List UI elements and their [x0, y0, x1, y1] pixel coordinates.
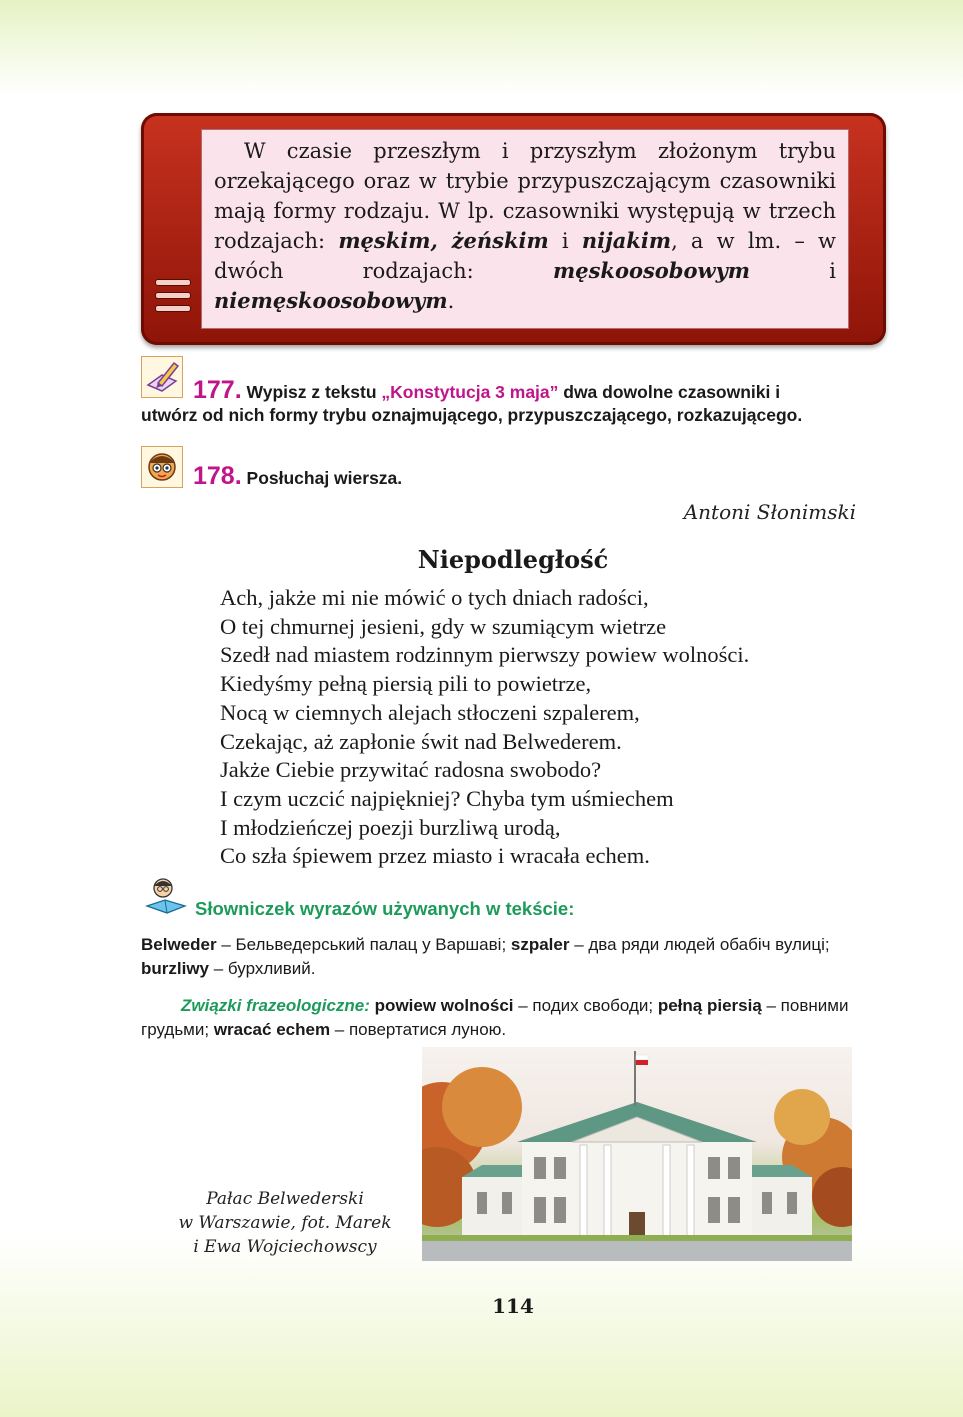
rule-term: męskoosobowym [553, 258, 750, 283]
rule-text-part: , a w lm. – w dwóch rodzajach: [214, 229, 837, 283]
phrase-definition: – подих свободи; [513, 996, 658, 1015]
dictionary-term: burzliwy [141, 959, 210, 978]
dictionary-definition: – бурхливий. [209, 959, 316, 978]
dictionary-definition: – два ряди людей обабіч вулиці; [569, 935, 830, 954]
rule-text-part: i [548, 229, 582, 253]
dictionary-definition: – Бельведерський палац у Варшаві; [216, 935, 511, 954]
poem-line: Nocą w ciemnych alejach stłoczeni szpalerem, [220, 699, 640, 725]
rule-text [201, 129, 849, 329]
task-number: 177. [193, 376, 242, 404]
task-178 [193, 462, 402, 491]
phrase-term: wracać echem [213, 1020, 331, 1039]
phraseology-label: Związki frazeologiczne: [181, 996, 370, 1015]
poem-line: I czym uczcić najpiękniej? Chyba tym uśmiechem [220, 785, 674, 811]
dictionary-term: szpaler [510, 935, 570, 954]
task-number: 178. [193, 462, 242, 490]
task-text: Posłuchaj wiersza. [241, 468, 403, 488]
poem-text [220, 584, 870, 871]
caption-line: w Warszawie, fot. Marek [178, 1213, 392, 1233]
rule-term: niemęskoosobowym [214, 288, 448, 313]
poem-line: Kiedyśmy pełną piersią pili to powietrze, [220, 671, 592, 697]
rule-term: nijakim [581, 228, 672, 253]
reading-child-icon [143, 876, 189, 916]
task-text: Wypisz z tekstu [241, 382, 382, 402]
page-number: 114 [492, 1294, 534, 1318]
dictionary-term: Belweder [141, 935, 217, 954]
rule-text-part: . [447, 289, 455, 313]
rule-box [141, 113, 886, 345]
poem-line: Jakże Ciebie przywitać radosna swobodo? [220, 757, 602, 783]
poem-line: O tej chmurnej jesieni, gdy w szumiącym wietrze [220, 613, 667, 639]
listening-child-icon [141, 446, 183, 488]
binder-rings-icon [155, 273, 195, 318]
photo-caption [160, 1187, 410, 1259]
poem-line: Ach, jakże mi nie mówić o tych dniach radości, [220, 585, 649, 610]
poem-line: Co szła śpiewem przez miasto i wracała echem. [220, 843, 650, 869]
task-highlight: „Konstytucja 3 maja” [381, 382, 559, 402]
poem-line: Szedł nad miastem rodzinnym pierwszy powiew wolności. [220, 642, 750, 668]
caption-line: Pałac Belwederski [206, 1189, 364, 1209]
caption-line: i Ewa Wojciechowscy [193, 1237, 377, 1257]
task-text: dwa dowolne czasowniki i [558, 382, 781, 402]
phrase-definition: – повними грудьми; [141, 996, 849, 1039]
poem-line: I młodzieńczej poezji burzliwą urodą, [220, 814, 561, 840]
belweder-palace-photo [422, 1047, 852, 1261]
dictionary-title: Słowniczek wyrazów używanych w tekście: [195, 898, 575, 919]
rule-term: męskim, żeńskim [338, 228, 549, 253]
dictionary-entries [141, 933, 886, 981]
poem-author: Antoni Słonimski [683, 500, 856, 524]
phrase-term: pełną piersią [657, 996, 762, 1015]
phrase-definition: – повертатися луною. [330, 1020, 507, 1039]
poem-title: Niepodległość [417, 545, 609, 574]
rule-text-part: i [750, 259, 836, 283]
phrase-term: powiew wolności [374, 996, 514, 1015]
poem-line: Czekając, aż zapłonie świt nad Belwederem. [220, 728, 622, 754]
rule-text-part: W czasie przeszłym i przyszłym złożonym trybu orzekającego oraz w trybie przypuszczającym czasowniki mają formy rodzaju. W lp. czasowniki występują w trzech rodzajach: [214, 139, 836, 253]
phraseology-entries [141, 994, 886, 1042]
task-text-line2: utwórz od nich formy trybu oznajmującego, przypuszczającego, rozkazującego. [141, 405, 803, 425]
task-177 [141, 376, 802, 426]
